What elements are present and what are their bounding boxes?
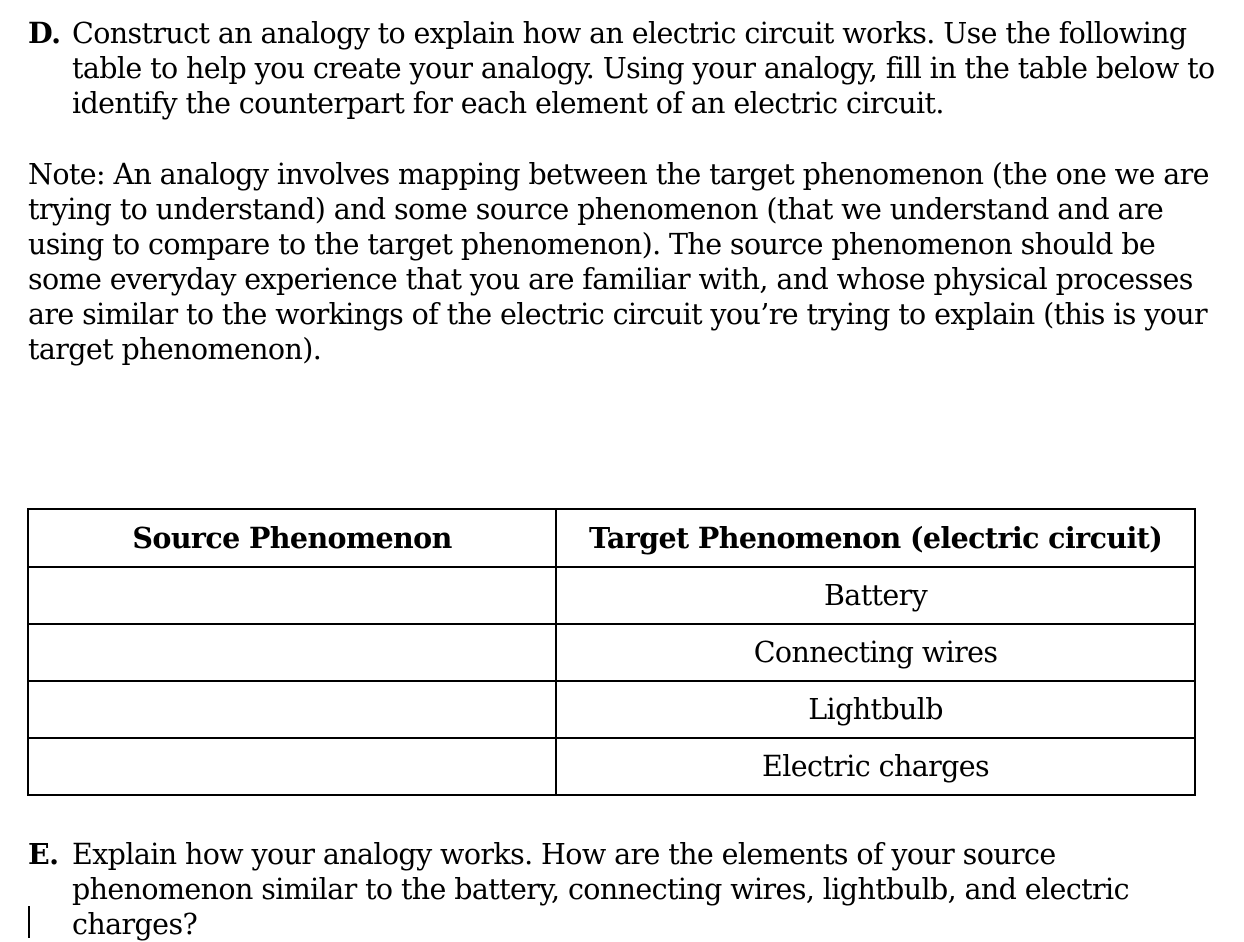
target-cell-connecting-wires: Connecting wires	[556, 624, 1195, 681]
question-d	[28, 16, 1218, 121]
table-row	[28, 681, 1195, 738]
target-cell-battery: Battery	[556, 567, 1195, 624]
target-cell-lightbulb: Lightbulb	[556, 681, 1195, 738]
table-row	[28, 567, 1195, 624]
target-cell-electric-charges: Electric charges	[556, 738, 1195, 795]
question-e-letter: E.	[28, 837, 59, 871]
source-cell-lightbulb[interactable]	[28, 681, 556, 738]
table-header-row	[28, 509, 1195, 567]
target-phenomenon-header: Target Phenomenon (electric circuit)	[556, 509, 1195, 567]
source-cell-battery[interactable]	[28, 567, 556, 624]
source-phenomenon-header: Source Phenomenon	[28, 509, 556, 567]
analogy-note: Note: An analogy involves mapping between the target phenomenon (the one we are trying to understand) and some source phenomenon (that we understand and are using to compare to the target phenomenon). The source phenomenon should be some everyday experience that you are familiar with, and whose physical processes are similar to the workings of the electric circuit you’re trying to explain (this is your target phenomenon).	[28, 158, 1209, 366]
question-d-text: Construct an analogy to explain how an electric circuit works. Use the following table to help you create your analogy. Using your analogy, fill in the table below to identify the counterpart for each element of an electric circuit.	[72, 17, 1215, 120]
question-d-letter: D.	[28, 16, 61, 50]
text-cursor[interactable]	[28, 906, 30, 938]
table-row	[28, 738, 1195, 795]
question-e-text: Explain how your analogy works. How are the elements of your source phenomenon similar to the battery, connecting wires, lightbulb, and electric charges?	[72, 838, 1129, 941]
analogy-table	[27, 508, 1196, 796]
source-cell-electric-charges[interactable]	[28, 738, 556, 795]
source-cell-connecting-wires[interactable]	[28, 624, 556, 681]
question-e	[28, 837, 1218, 942]
table-row	[28, 624, 1195, 681]
